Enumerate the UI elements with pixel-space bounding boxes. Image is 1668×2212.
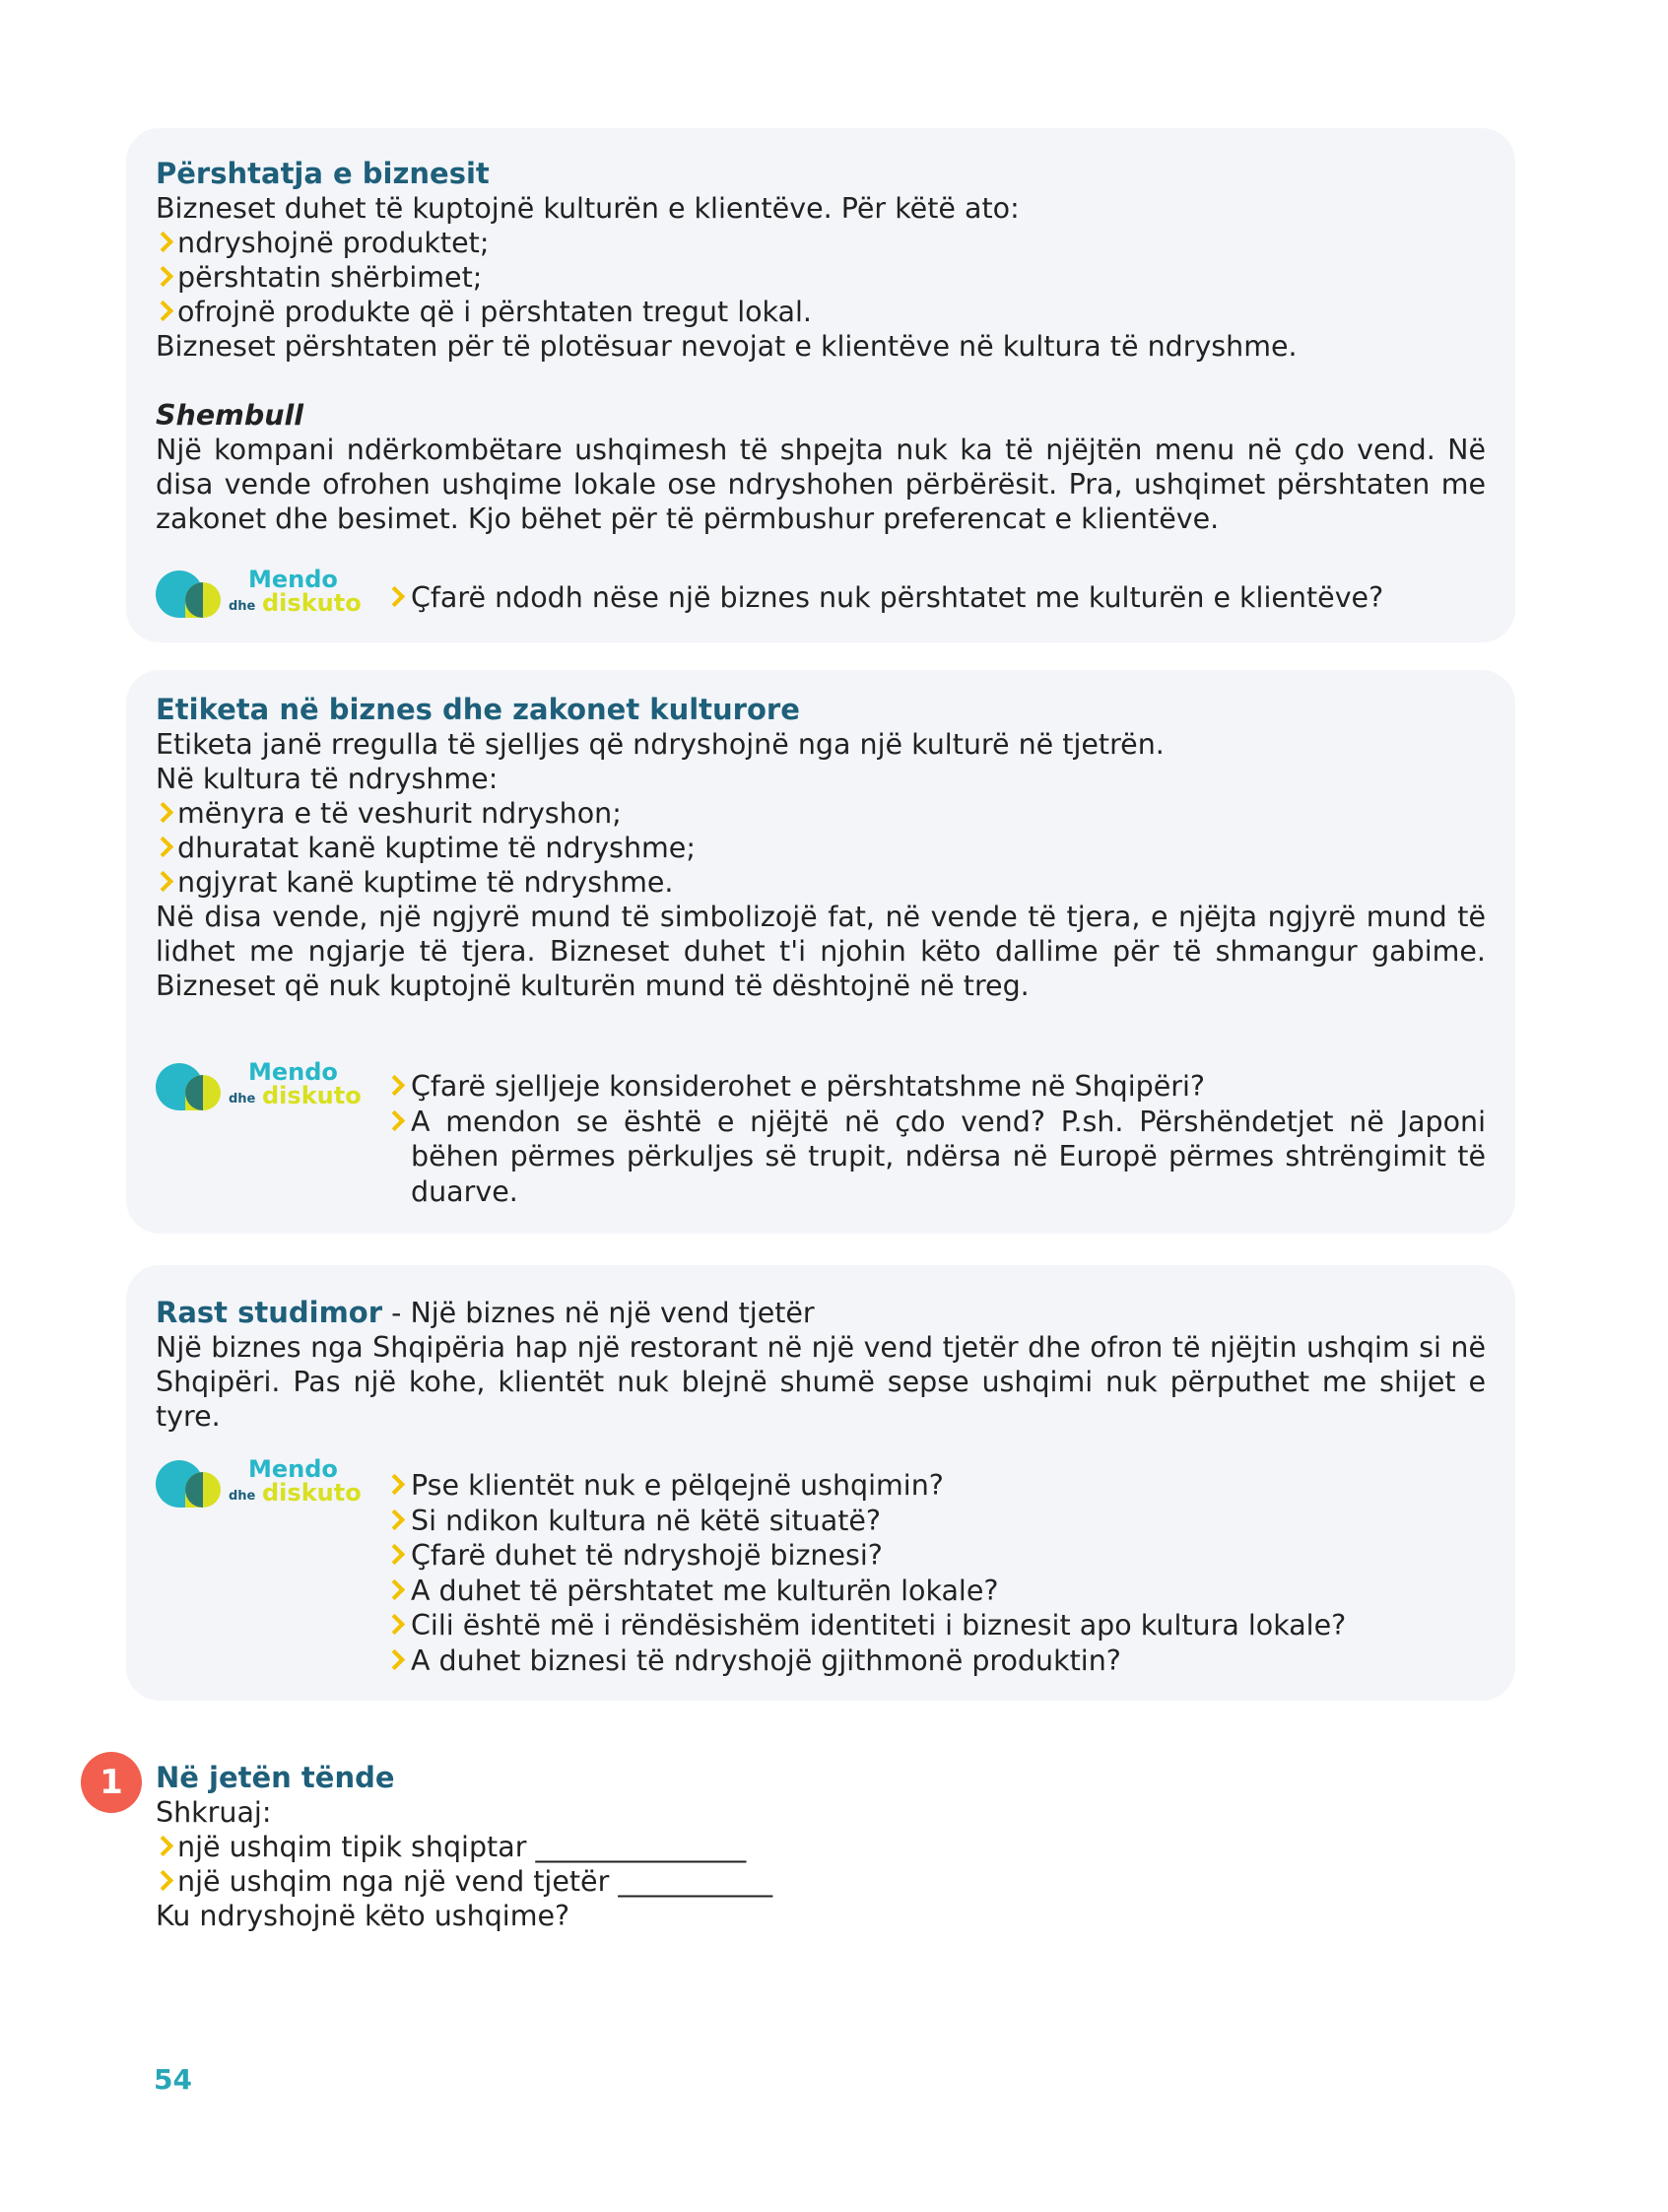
list-item	[156, 865, 1486, 900]
chevron-right-icon	[153, 1870, 173, 1891]
chevron-right-icon	[384, 1474, 405, 1495]
question-list	[387, 580, 1486, 616]
question-text: A mendon se është e njëjtë në çdo vend? P.sh. Përshëndetjet në Japoni bëhen përmes përkuljes së trupit, ndërsa në Europë përmes shtrëngimit të duarve.	[411, 1105, 1486, 1208]
list-item-text: ofrojnë produkte që i përshtaten tregut lokal.	[177, 296, 812, 328]
logo-word: dhe	[229, 1092, 256, 1106]
question-item	[387, 1069, 1486, 1105]
chevron-right-icon	[384, 1648, 405, 1669]
mendo-dhe-diskuto-logo	[156, 567, 363, 622]
chevron-right-icon	[384, 1544, 405, 1565]
logo-word: dhe	[229, 599, 256, 614]
discuss-block	[156, 567, 1486, 626]
question-item	[387, 1105, 1486, 1210]
list-item-text: dhuratat kanë kuptime të ndryshme;	[177, 832, 696, 864]
chevron-right-icon	[153, 232, 173, 252]
question-list	[387, 1468, 1486, 1678]
question-item	[387, 580, 1486, 616]
case-study-subtitle: - Një biznes në një vend tjetër	[382, 1297, 815, 1329]
logo-word: diskuto	[262, 1479, 362, 1507]
logo-word: diskuto	[262, 1082, 362, 1109]
chevron-right-icon	[384, 1508, 405, 1529]
discuss-block	[156, 1059, 1486, 1207]
question-item	[387, 1643, 1486, 1679]
card-title: Etiketa në biznes dhe zakonet kulturore	[156, 693, 800, 726]
list-item-text: një ushqim nga një vend tjetër	[177, 1865, 610, 1898]
example-text: Një kompani ndërkombëtare ushqimesh të shpejta nuk ka të njëjtën menu në çdo vend. Në disa vende ofrohen ushqime lokale ose ndryshohen përbërësit. Pra, ushqimet përshtaten me zakonet dhe besimet. Kjo bëhet për të përmbushur preferencat e klientëve.	[156, 434, 1486, 535]
card-case-study	[126, 1265, 1515, 1701]
chevron-right-icon	[153, 802, 173, 823]
chevron-right-icon	[153, 266, 173, 287]
case-study-heading	[156, 1295, 1486, 1330]
activity-question: Ku ndryshojnë këto ushqime?	[156, 1900, 570, 1932]
list-item-text: ngjyrat kanë kuptime të ndryshme.	[177, 866, 674, 899]
question-item	[387, 1468, 1486, 1504]
logo-word: Mendo	[248, 1058, 338, 1086]
discuss-block	[156, 1456, 1486, 1683]
question-text: Cili është më i rëndësishëm identiteti i biznesit apo kultura lokale?	[411, 1609, 1347, 1642]
list-item-text: mënyra e të veshurit ndryshon;	[177, 797, 622, 830]
list-item	[156, 831, 1486, 865]
answer-blank[interactable]: _______________	[535, 1831, 747, 1863]
chevron-right-icon	[153, 871, 173, 892]
question-list	[387, 1069, 1486, 1209]
activity-prompt: Shkruaj:	[156, 1796, 272, 1829]
logo-word: dhe	[229, 1489, 256, 1504]
list-item-text: ndryshojnë produktet;	[177, 227, 490, 259]
question-item	[387, 1608, 1486, 1643]
example-heading: Shembull	[156, 399, 304, 432]
card-title: Përshtatja e biznesit	[156, 157, 490, 190]
case-study-title: Rast studimor	[156, 1296, 383, 1329]
list-item	[156, 1864, 1042, 1899]
question-text: Pse klientët nuk e pëlqejnë ushqimin?	[411, 1469, 944, 1502]
mendo-dhe-diskuto-logo	[156, 1059, 363, 1114]
question-item	[387, 1504, 1486, 1539]
question-text: Çfarë ndodh nëse një biznes nuk përshtatet me kulturën e klientëve?	[411, 581, 1384, 614]
card-intro: Bizneset duhet të kuptojnë kulturën e klientëve. Për këtë ato:	[156, 192, 1020, 225]
list-item	[156, 260, 1486, 295]
bullet-list	[156, 796, 1486, 900]
card-intro: Në kultura të ndryshme:	[156, 763, 499, 795]
list-item-text: një ushqim tipik shqiptar	[177, 1831, 527, 1863]
list-item	[156, 295, 1486, 329]
chevron-right-icon	[384, 586, 405, 607]
list-item-text: përshtatin shërbimet;	[177, 261, 483, 294]
card-business-adaptation	[126, 128, 1515, 642]
page-number: 54	[154, 2063, 192, 2096]
card-intro: Etiketa janë rregulla të sjelljes që ndryshojnë nga një kulturë në tjetrën.	[156, 728, 1165, 761]
question-item	[387, 1574, 1486, 1609]
answer-blank[interactable]: ___________	[618, 1865, 773, 1898]
mendo-dhe-diskuto-logo	[156, 1456, 363, 1511]
activity-number-badge: 1	[81, 1752, 142, 1813]
logo-word: Mendo	[248, 566, 338, 593]
question-text: Çfarë sjelljeje konsiderohet e përshtatshme në Shqipëri?	[411, 1070, 1206, 1103]
question-item	[387, 1538, 1486, 1574]
bullet-list	[156, 226, 1486, 329]
chevron-right-icon	[153, 837, 173, 857]
list-item	[156, 1830, 1042, 1864]
chevron-right-icon	[153, 1836, 173, 1856]
activity-title: Në jetën tënde	[156, 1761, 395, 1794]
logo-word: diskuto	[262, 589, 362, 617]
question-text: A duhet të përshtatet me kulturën lokale?	[411, 1574, 999, 1607]
card-outro: Në disa vende, një ngjyrë mund të simbolizojë fat, në vende të tjera, e njëjta ngjyrë mund të lidhet me ngjarje të tjera. Bizneset duhet t'i njohin këto dallime për të shmangur gabime. Bizneset që nuk kuptojnë kulturën mund të dështojnë në treg.	[156, 901, 1486, 1002]
card-business-etiquette	[126, 670, 1515, 1234]
list-item	[156, 226, 1486, 260]
chevron-right-icon	[153, 301, 173, 321]
card-outro: Bizneset përshtaten për të plotësuar nevojat e klientëve në kultura të ndryshme.	[156, 330, 1298, 363]
chevron-right-icon	[384, 1578, 405, 1599]
question-text: Si ndikon kultura në këtë situatë?	[411, 1504, 882, 1537]
question-text: A duhet biznesi të ndryshojë gjithmonë produktin?	[411, 1643, 1121, 1677]
chevron-right-icon	[384, 1109, 405, 1130]
list-item	[156, 796, 1486, 831]
case-study-text: Një biznes nga Shqipëria hap një restorant në një vend tjetër dhe ofron të njëjtin ushqim si në Shqipëri. Pas një kohe, klientët nuk blejnë shumë sepse ushqimi nuk përputhet me shijet e tyre.	[156, 1331, 1486, 1433]
logo-word: Mendo	[248, 1455, 338, 1483]
bullet-list	[156, 1830, 1042, 1899]
question-text: Çfarë duhet të ndryshojë biznesi?	[411, 1539, 883, 1572]
chevron-right-icon	[384, 1614, 405, 1635]
chevron-right-icon	[384, 1075, 405, 1096]
activity-section	[156, 1760, 1042, 1933]
